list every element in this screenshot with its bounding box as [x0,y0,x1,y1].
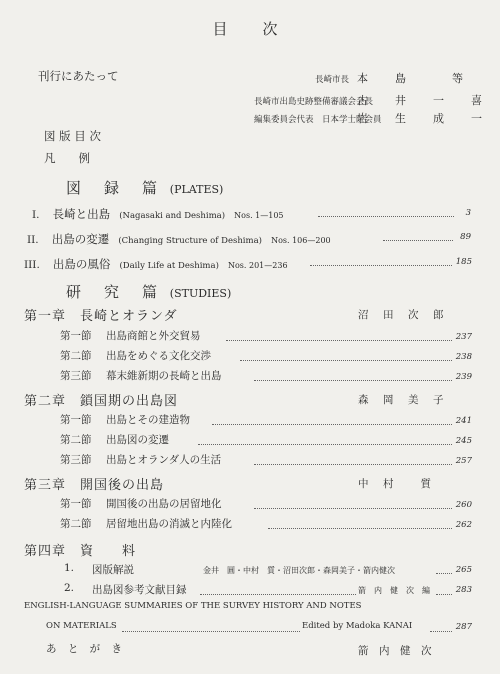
chapter-2-author: 森 岡 美 子 [358,394,446,406]
page-title: 目 次 [212,20,288,38]
section-title[interactable]: 出島とその建造物 [106,414,190,426]
page-number: 262 [455,520,472,530]
plates-heading [66,177,223,198]
credit-name-3: 岩 生 成 一 [357,112,490,125]
leader-dots [198,444,452,445]
plate-nos: Nos. 201—236 [227,261,288,270]
page-number: 287 [455,622,472,632]
credit-title-1: 長崎市長 [315,75,350,85]
leader-dots [383,240,453,241]
plate-row-2[interactable] [27,228,331,247]
chapter-1-author: 沼 田 次 郎 [358,309,446,321]
material-title[interactable]: 図版解説 [92,564,134,576]
leader-dots [212,424,452,425]
credit-title-3: 編集委員会代表 日本学士院会員 [254,115,382,125]
material-editor: 箭 内 健 次 編 [358,586,430,595]
page-number: 283 [455,585,472,595]
studies-heading-en: (STUDIES) [169,287,232,300]
section-label: 第一節 [60,414,92,426]
plate-title-jp: 出島の風俗 [52,257,111,271]
plate-row-1[interactable] [32,203,284,222]
section-title[interactable]: 居留地出島の消滅と内陸化 [106,518,232,530]
english-summary-line1[interactable]: ENGLISH-LANGUAGE SUMMARIES OF THE SURVEY HISTORY AND NOTES [24,601,362,611]
leader-dots [430,631,452,632]
leader-dots [200,594,356,595]
credit-name-1: 本 島 等 [357,72,471,85]
section-label: 第二節 [60,350,92,362]
leader-dots [240,360,452,361]
preface-label: 刊行にあたって [38,69,119,83]
page-number: 265 [455,565,472,575]
plate-row-3[interactable] [24,253,288,272]
page-number: 238 [455,352,472,362]
english-summary-line2[interactable]: ON MATERIALS [46,621,117,631]
section-label: 第一節 [60,330,92,342]
section-title[interactable]: 開国後の出島の居留地化 [106,498,222,510]
section-title[interactable]: 幕末維新期の長崎と出島 [106,370,222,382]
leader-dots [436,573,452,574]
afterword-author: 箭 内 健 次 [358,645,432,657]
leader-dots [436,594,452,595]
section-title[interactable]: 出島をめぐる文化交渉 [106,350,211,362]
front-item-notes: 凡 例 [44,151,90,165]
chapter-4-title[interactable]: 第四章 資 料 [24,544,137,559]
leader-dots [254,508,452,509]
plates-heading-jp: 図 録 篇 [66,179,162,197]
material-authors: 金井 圓・中村 質・沼田次郎・森岡美子・箭内健次 [203,566,395,575]
material-num: 1. [64,562,75,574]
section-label: 第三節 [60,454,92,466]
plate-nos: Nos. 1—105 [234,211,284,220]
section-label: 第二節 [60,518,92,530]
section-title[interactable]: 出島図の変遷 [106,434,169,446]
plate-num: I. [32,209,40,221]
leader-dots [318,216,454,217]
leader-dots [310,265,452,266]
page-number: 3 [465,208,471,218]
plate-title-en: (Changing Structure of Deshima) [118,236,262,246]
plate-num: III. [24,259,40,271]
chapter-3-author: 中 村 質 [358,478,433,490]
page-number: 239 [455,372,472,382]
afterword-label[interactable]: あ と が き [46,643,127,655]
front-item-plate-list: 図 版 目 次 [44,129,101,143]
section-title[interactable]: 出島商館と外交貿易 [106,330,201,342]
chapter-2-title[interactable]: 第二章 鎖国期の出島図 [24,394,179,409]
studies-heading [66,281,231,302]
page-number: 260 [455,500,472,510]
plates-heading-en: (PLATES) [169,183,224,196]
plate-num: II. [27,234,39,246]
english-summary-editor: Edited by Madoka KANAI [302,621,413,631]
plate-nos: Nos. 106—200 [271,236,331,245]
page-number: 257 [455,456,472,466]
section-label: 第三節 [60,370,92,382]
section-title[interactable]: 出島とオランダ人の生活 [106,454,222,466]
section-label: 第二節 [60,434,92,446]
chapter-3-title[interactable]: 第三章 開国後の出島 [24,478,165,493]
page-number: 241 [455,416,472,426]
page-number: 245 [455,436,472,446]
leader-dots [226,340,452,341]
plate-title-jp: 出島の変遷 [51,232,110,246]
credit-title-2: 長崎市出島史跡整備審議会会長 [254,97,374,107]
plate-title-en: (Nagasaki and Deshima) [119,211,226,221]
credit-name-2: 古 井 一 喜 [357,94,490,107]
studies-heading-jp: 研 究 篇 [66,283,162,301]
page-number: 185 [455,257,472,267]
page-number: 237 [455,332,472,342]
plate-title-en: (Daily Life at Deshima) [119,261,219,271]
leader-dots [254,464,452,465]
chapter-1-title[interactable]: 第一章 長崎とオランダ [24,309,178,324]
leader-dots [268,528,452,529]
material-title[interactable]: 出島図参考文献目録 [92,584,187,596]
section-label: 第一節 [60,498,92,510]
leader-dots [254,380,452,381]
plate-title-jp: 長崎と出島 [52,207,111,221]
leader-dots [122,631,300,632]
material-num: 2. [64,582,75,594]
page-number: 89 [460,232,471,242]
